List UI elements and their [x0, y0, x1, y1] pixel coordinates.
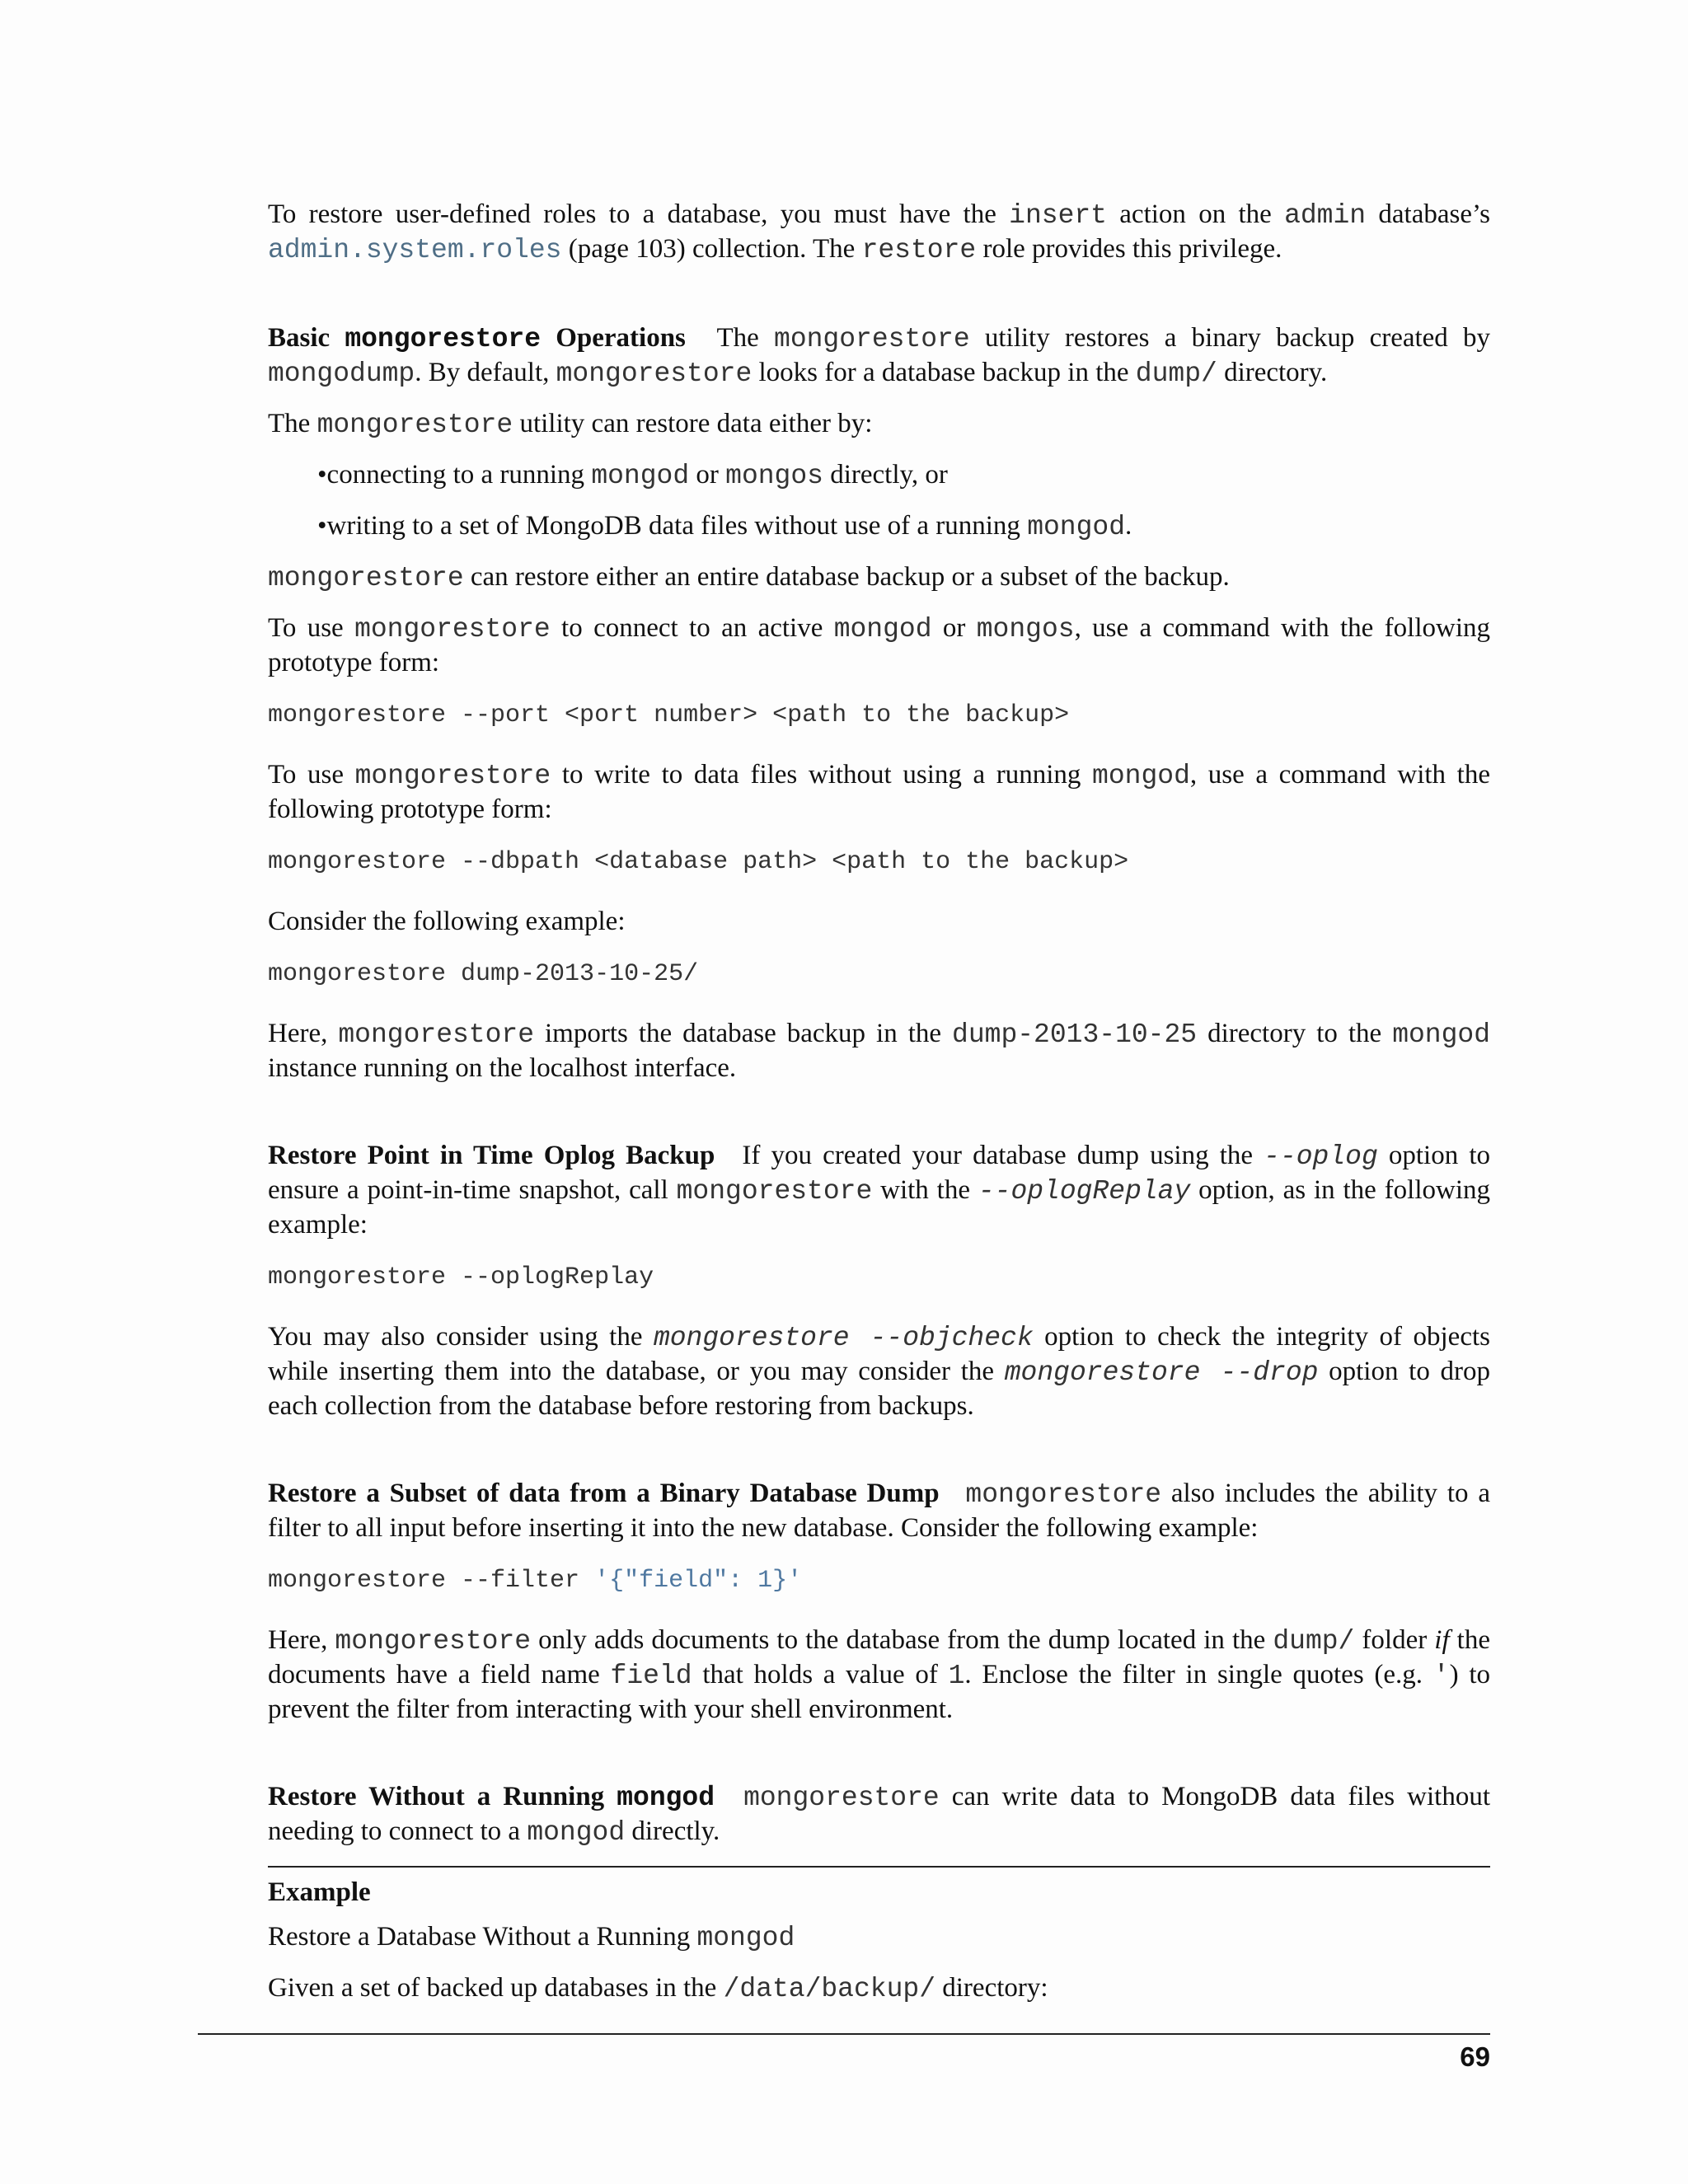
emphasis: if [1434, 1625, 1450, 1655]
connect-prototype-paragraph [268, 612, 1490, 679]
inline-code: dump/ [1273, 1626, 1355, 1657]
intro-paragraph [268, 198, 1490, 267]
inline-code: mongod [1092, 761, 1190, 791]
example-label: Example [268, 1877, 371, 1907]
text: directly. [625, 1816, 720, 1846]
without-mongod-heading [268, 1782, 715, 1811]
inline-code: /data/backup/ [723, 1974, 936, 2004]
inline-code: mongod [1392, 1019, 1491, 1050]
inline-code: mongorestore [354, 614, 551, 644]
text: You may also consider using the [268, 1322, 654, 1352]
backup-directory-paragraph [268, 1971, 1490, 2006]
code-string: '{"field": 1}' [594, 1567, 803, 1595]
text: looks for a database backup in the [752, 358, 1136, 387]
admin-system-roles-link[interactable]: admin.system.roles [268, 235, 562, 265]
inline-code: mongod [696, 1923, 795, 1953]
inline-code: mongorestore [676, 1176, 873, 1207]
heading-text: Operations [541, 323, 686, 353]
page-number: 69 [1460, 2041, 1490, 2072]
inline-code: mongorestore [268, 563, 464, 593]
inline-code: ' [1432, 1661, 1450, 1691]
example-intro-paragraph: Consider the following example: [268, 907, 626, 936]
text: Here, [268, 1625, 335, 1655]
inline-code: mongos [976, 614, 1075, 644]
inline-code: mongorestore [774, 324, 970, 354]
text: The [268, 409, 317, 438]
text: The [716, 323, 775, 353]
text: can restore either an entire database backup or a subset of the backup. [463, 562, 1230, 592]
text: directory to the [1197, 1019, 1393, 1048]
oplog-paragraph [268, 1139, 1490, 1241]
code-block-example: mongorestore dump-2013-10-25/ [268, 960, 699, 988]
inline-code: 1 [948, 1661, 965, 1691]
text: •connecting to a running [317, 460, 592, 490]
inline-code: admin [1284, 200, 1367, 231]
text: To use [268, 613, 355, 643]
heading-text: Basic [268, 323, 345, 353]
inline-code: mongorestore [338, 1019, 535, 1050]
text: directory. [1217, 358, 1328, 387]
inline-code: restore [861, 235, 977, 265]
restore-scope-paragraph [268, 560, 1490, 595]
inline-code: mongorestore --objcheck [653, 1323, 1034, 1353]
basic-operations-heading [268, 323, 686, 353]
inline-code: mongorestore [335, 1626, 532, 1657]
text: role provides this privilege. [976, 234, 1282, 264]
text: To restore user-defined roles to a database, you must have the [268, 199, 1010, 229]
inline-code: mongorestore [316, 410, 513, 440]
objcheck-paragraph [268, 1320, 1490, 1422]
subset-paragraph [268, 1477, 1490, 1544]
text: to write to data files without using a running [551, 760, 1093, 790]
text: imports the database backup in the [534, 1019, 953, 1048]
example-title [268, 1920, 1490, 1955]
text: can write data to MongoDB data files without needing to connect to a [268, 1782, 1490, 1846]
text: •writing to a set of MongoDB data files without use of a running [317, 511, 1028, 541]
heading-code: mongod [617, 1783, 715, 1813]
text: database’s [1366, 199, 1491, 229]
text: action on the [1106, 199, 1285, 229]
dbpath-prototype-paragraph [268, 758, 1490, 826]
example-divider [268, 1866, 1490, 1868]
text: (page 103) collection. The [561, 234, 862, 264]
without-mongod-paragraph [268, 1780, 1490, 1849]
text: instance running on the localhost interface. [268, 1053, 737, 1083]
text: . Enclose the filter in single quotes (e.g. [964, 1660, 1433, 1690]
text: option to ensure a point-in-time snapshot, call [268, 1141, 1490, 1205]
list-item [317, 458, 1490, 493]
text: To use [268, 760, 355, 790]
oplog-heading: Restore Point in Time Oplog Backup [268, 1141, 715, 1170]
inline-code: mongod [527, 1817, 626, 1848]
inline-code: field [610, 1661, 692, 1691]
inline-code: dump/ [1135, 359, 1217, 389]
text: utility restores a binary backup created by [969, 323, 1491, 353]
text: that holds a value of [692, 1660, 949, 1690]
filter-explanation-paragraph [268, 1624, 1490, 1726]
heading-text: Restore Without a Running [268, 1782, 617, 1811]
inline-code: dump-2013-10-25 [952, 1019, 1198, 1050]
text: Here, [268, 1019, 339, 1048]
page-content [268, 198, 1490, 2006]
inline-code: insert [1009, 200, 1107, 231]
inline-code: mongorestore [965, 1479, 1162, 1510]
basic-operations-paragraph [268, 321, 1490, 391]
inline-code: --oplogReplay [978, 1176, 1191, 1207]
text: also includes the ability to a filter to all input before inserting it into the new database. Consider the following example: [268, 1479, 1490, 1543]
inline-code: mongod [1027, 512, 1126, 542]
inline-code: mongod [591, 461, 690, 491]
text: , use a command with the following prototype form: [268, 613, 1491, 677]
text: only adds documents to the database from the dump located in the [531, 1625, 1273, 1655]
restore-methods-list [268, 458, 1490, 544]
example-explanation-paragraph [268, 1017, 1490, 1085]
inline-code: mongorestore [354, 761, 551, 791]
text: option to check the integrity of objects while inserting them into the database, or you may consider the [268, 1322, 1490, 1386]
subset-heading: Restore a Subset of data from a Binary Database Dump [268, 1479, 940, 1508]
text: ) to prevent the filter from interacting with your shell environment. [268, 1660, 1490, 1724]
code-block-oplog: mongorestore --oplogReplay [268, 1263, 654, 1291]
inline-code: mongodump [268, 359, 415, 389]
text: If you created your database dump using the [742, 1141, 1264, 1170]
text: to connect to an active [550, 613, 834, 643]
text: directly, or [823, 460, 948, 490]
text: option, as in the following example: [268, 1175, 1491, 1240]
text: the documents have a field name [268, 1625, 1490, 1690]
heading-code: mongorestore [345, 324, 542, 354]
inline-code: mongorestore [743, 1783, 940, 1813]
text: utility can restore data either by: [513, 409, 873, 438]
text: Given a set of backed up databases in the [268, 1973, 724, 2003]
text: or [931, 613, 977, 643]
text: directory: [935, 1973, 1048, 2003]
inline-code: mongos [725, 461, 823, 491]
restore-methods-paragraph [268, 407, 1490, 442]
code-command: mongorestore --filter [268, 1567, 595, 1595]
inline-code: mongod [833, 614, 932, 644]
text: folder [1354, 1625, 1435, 1655]
footer-divider [198, 2033, 1490, 2035]
text: , use a command with the following prototype form: [268, 760, 1490, 824]
text: . [1125, 511, 1132, 541]
text: . By default, [415, 358, 556, 387]
inline-code: mongorestore [556, 359, 753, 389]
text: Restore a Database Without a Running [268, 1922, 697, 1952]
list-item [317, 509, 1490, 544]
inline-code: mongorestore --drop [1004, 1357, 1319, 1388]
text: option to drop each collection from the database before restoring from backups. [268, 1357, 1491, 1421]
text: or [689, 460, 726, 490]
code-block-filter [268, 1564, 1490, 1597]
code-block-dbpath: mongorestore --dbpath <database path> <path to the backup> [268, 848, 1129, 876]
inline-code: --oplog [1264, 1141, 1378, 1172]
code-block-port: mongorestore --port <port number> <path to the backup> [268, 701, 1070, 729]
text: with the [872, 1175, 978, 1205]
